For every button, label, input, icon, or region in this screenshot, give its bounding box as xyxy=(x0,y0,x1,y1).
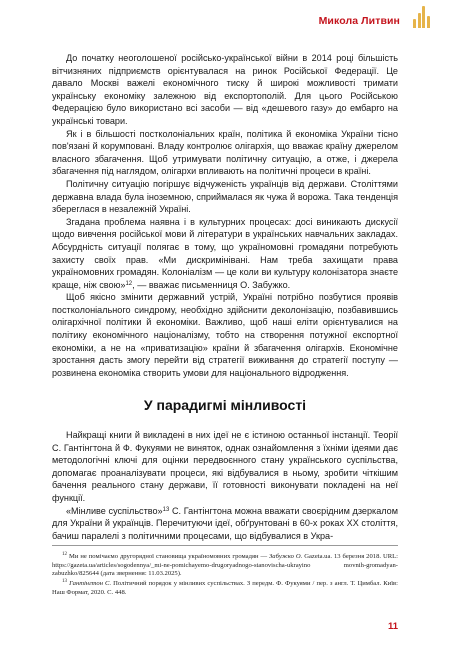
footnote-ref-13[interactable]: 13 xyxy=(162,506,170,513)
footnote-text: Gazeta.ua. 13 березня 2018. URL: https://gazeta.ua/articles/sogodennya/_mi-ne-pomichayemo-drugoryadnogo-stanovischa-ukrayino movnih-gromadyan-zabuzhko/825644 (дата звернення: 11.03.2025). xyxy=(52,553,399,577)
body-section-2 xyxy=(52,429,398,542)
paragraph-text: «Мінливе суспільство» xyxy=(66,505,163,516)
paragraph: Щоб якісно змінити державний устрій, Україні потрібно позбутися проявів постколоніального синдрому, необхідно здійснити деколонізацію, позбавившись олігархічної політики й економіки. Важливо, щоб наші еліти орієнтувалися на політику економічного націоналізму, тобто на створення потужної експортної економіки, а не на «приватизацію» країни й збагачення олігархів. Економічне зростання дасть змогу перейти від стратегії виживання до стратегії поступу — розвинена економіка створить умови для національного відродження. xyxy=(52,292,398,378)
footnote-13 xyxy=(52,578,398,597)
paragraph: Найкращі книги й викладені в них ідеї не є істиною останньої інстанції. Теорії С. Гантінгтона й Ф. Фукуями не виняток, однак ознайомлення з їхніми ідеями дає методологічні ключі для оцінки передвоєнного стану українського суспільства, допомагає проаналізувати процеси, які відбувалися в ньому, зробити чіткішим бачення реального стану держави, її готовності виконувати покладені на неї функції. xyxy=(52,430,398,503)
section-heading: У парадигмі мінливості xyxy=(143,397,307,413)
footnote-12 xyxy=(52,551,398,578)
paragraph-text-cont: , — вважає письменниця О. Забужко. xyxy=(132,279,291,290)
paragraph xyxy=(52,216,398,292)
page-number: 11 xyxy=(387,621,398,632)
body-section-1 xyxy=(52,52,398,379)
paragraph xyxy=(52,505,398,543)
publisher-logo-icon xyxy=(413,6,430,28)
paragraph: Як і в більшості постколоніальних країн, політика й економіка України тісно пов'язані й корумповані. Владу контролює олігархія, що вважає країну джерелом власного збагачення. Щоб утримувати політичну ситуацію, а отже, і джерела збагачення під наглядом, олігархи впливають на політичні процеси в країні. xyxy=(52,128,398,177)
footnote-author: Гантінгтон С. xyxy=(69,580,112,588)
footnote-text: Ми не помічаємо другорядної становища україномовних громадян — xyxy=(68,553,270,561)
paragraph: До початку неоголошеної російсько-української війни в 2014 році більшість вітчизняних підприємств орієнтувалася на ринок Російської Федерації. Це давало Москві важелі економічного тиску й широкі можливості тримати українську економіку залежною від експортополій. Для цього Російською Федерацією було використано всі засоби — від «дешевого газу» до ембарго на українські товари. xyxy=(52,53,398,126)
footnote-number: 13 xyxy=(62,579,67,585)
footnote-author: Забужко О. xyxy=(269,553,303,561)
footnote-number: 12 xyxy=(62,552,67,557)
running-header-author: Микола Литвин xyxy=(318,15,400,27)
paragraph-text-cont: С. Гантінгтона можна вважати своєрідним дзеркалом для України й українців. Перечитуючи ідеї, обґрунтовані в 60-х роках XX століття, бачиш паралелі з політичними процесами, що відбувалися в Укра- xyxy=(52,505,398,541)
footnote-ref-12[interactable]: 12 xyxy=(125,280,133,287)
footnotes xyxy=(52,545,398,597)
paragraph: Політичну ситуацію погіршує відчуженість українців від держави. Століттями державна влада була іноземною, сприймалася як чужа й ворожа. Така тенденція збереглася в незалежній Україні. xyxy=(52,178,398,215)
paragraph-text: Згадана проблема наявна і в культурних процесах: досі виникають дискусії щодо вивчення російської мови й літератури в українських навчальних закладах. Абсурдність ситуації полягає в тому, що україномовні громадяни потребують захисту своїх прав. «Ми дискримінівані. Нам треба захищати права україномовних громадян. Колоніалізм — це коли ви культуру колонізатора знаєте краще, ніж свою» xyxy=(52,216,398,290)
footnote-text: Політичний порядок у мінливих суспільствах. З передм. Ф. Фукуями / пер. з англ. Т. Цимбал. Київ: Наш Формат, 2020. С. 448. xyxy=(52,580,398,596)
